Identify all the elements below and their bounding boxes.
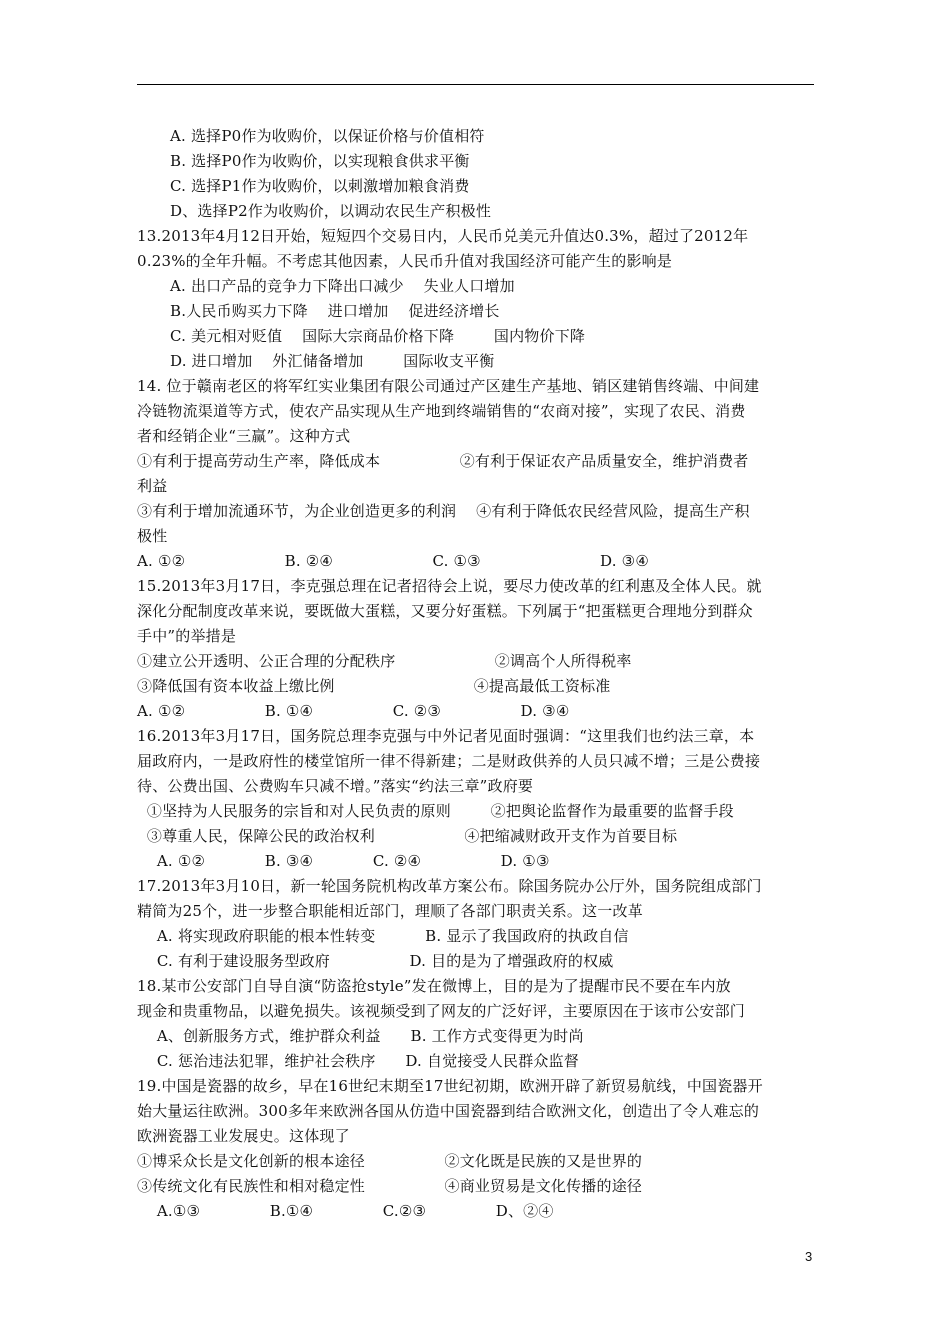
statement-line: ①建立公开透明、公正合理的分配秩序 ②调高个人所得税率 — [137, 652, 632, 670]
statement-line: ①有利于提高劳动生产率，降低成本 ②有利于保证农产品质量安全，维护消费者 — [137, 452, 749, 470]
question-14-stem: 者和经销企业“三赢”。这种方式 — [137, 427, 351, 445]
option-line: C. 选择P1作为收购价，以刺激增加粮食消费 — [170, 177, 470, 195]
question-13-stem: 13.2013年4月12日开始，短短四个交易日内，人民币兑美元升值达0.3%，超过了2012年 — [137, 227, 749, 245]
header-rule — [137, 84, 814, 85]
option-line: C. 有利于建设服务型政府 D. 目的是为了增强政府的权威 — [137, 952, 614, 970]
statement-line: ③降低国有资本收益上缴比例 ④提高最低工资标准 — [137, 677, 611, 695]
question-16-stem: 届政府内，一是政府性的楼堂馆所一律不得新建；二是财政供养的人员只减不增；三是公费接 — [137, 752, 761, 770]
question-19-stem: 欧洲瓷器工业发展史。这体现了 — [137, 1127, 350, 1145]
question-15-stem: 15.2013年3月17日，李克强总理在记者招待会上说，要尽力使改革的红利惠及全体人民。就 — [137, 577, 762, 595]
question-18-stem: 18.某市公安部门自导自演“防盗抢style”发在微博上，目的是为了提醒市民不要在车内放 — [137, 977, 731, 995]
answer-options: A.①③ B.①④ C.②③ D、②④ — [137, 1202, 554, 1220]
answer-options: A. ①② B. ①④ C. ②③ D. ③④ — [137, 702, 570, 720]
question-16-stem: 待、公费出国、公费购车只减不增。”落实“约法三章”政府要 — [137, 777, 534, 795]
question-14-stem: 冷链物流渠道等方式，使农产品实现从生产地到终端销售的“农商对接”，实现了农民、消费 — [137, 402, 746, 420]
statement-line: ③传统文化有民族性和相对稳定性 ④商业贸易是文化传播的途径 — [137, 1177, 643, 1195]
question-15-stem: 手中”的举措是 — [137, 627, 237, 645]
option-line: B.人民币购买力下降 进口增加 促进经济增长 — [170, 302, 500, 320]
question-17-stem: 17.2013年3月10日，新一轮国务院机构改革方案公布。除国务院办公厅外，国务院组成部门 — [137, 877, 762, 895]
question-19-stem: 始大量运往欧洲。300多年来欧洲各国从仿造中国瓷器到结合欧洲文化，创造出了令人难忘的 — [137, 1102, 760, 1120]
option-line: A. 选择P0作为收购价，以保证价格与价值相符 — [170, 127, 485, 145]
option-line: D. 进口增加 外汇储备增加 国际收支平衡 — [170, 352, 495, 370]
question-17-stem: 精简为25个，进一步整合职能相近部门，理顺了各部门职责关系。这一改革 — [137, 902, 643, 920]
option-line: D、选择P2作为收购价，以调动农民生产积极性 — [170, 202, 492, 220]
option-line: C. 美元相对贬值 国际大宗商品价格下降 国内物价下降 — [170, 327, 586, 345]
option-line: C. 惩治违法犯罪，维护社会秩序 D. 自觉接受人民群众监督 — [137, 1052, 579, 1070]
question-16-stem: 16.2013年3月17日，国务院总理李克强与中外记者见面时强调：“这里我们也约法三章，本 — [137, 727, 755, 745]
statement-line: 利益 — [137, 477, 168, 495]
question-19-stem: 19.中国是瓷器的故乡，早在16世纪末期至17世纪初期，欧洲开辟了新贸易航线，中国瓷器开 — [137, 1077, 763, 1095]
question-18-stem: 现金和贵重物品，以避免损失。该视频受到了网友的广泛好评，主要原因在于该市公安部门 — [137, 1002, 746, 1020]
option-line: A. 将实现政府职能的根本性转变 B. 显示了我国政府的执政自信 — [137, 927, 629, 945]
statement-line: ③有利于增加流通环节，为企业创造更多的利润 ④有利于降低农民经营风险，提高生产积 — [137, 502, 750, 520]
statement-line: ①博采众长是文化创新的根本途径 ②文化既是民族的又是世界的 — [137, 1152, 643, 1170]
statement-line: ①坚持为人民服务的宗旨和对人民负责的原则 ②把舆论监督作为最重要的监督手段 — [137, 802, 734, 820]
statement-line: ③尊重人民，保障公民的政治权利 ④把缩减财政开支作为首要目标 — [137, 827, 678, 845]
answer-options: A. ①② B. ②④ C. ①③ D. ③④ — [137, 552, 649, 570]
option-line: A、创新服务方式，维护群众利益 B. 工作方式变得更为时尚 — [137, 1027, 584, 1045]
answer-options: A. ①② B. ③④ C. ②④ D. ①③ — [137, 852, 550, 870]
question-15-stem: 深化分配制度改革来说，要既做大蛋糕，又要分好蛋糕。下列属于“把蛋糕更合理地分到群众 — [137, 602, 753, 620]
page-number: 3 — [805, 1249, 813, 1264]
statement-line: 极性 — [137, 527, 168, 545]
option-line: A. 出口产品的竞争力下降出口减少 失业人口增加 — [170, 277, 515, 295]
question-13-stem: 0.23%的全年升幅。不考虑其他因素，人民币升值对我国经济可能产生的影响是 — [137, 252, 673, 270]
option-line: B. 选择P0作为收购价，以实现粮食供求平衡 — [170, 152, 470, 170]
question-14-stem: 14. 位于赣南老区的将军红实业集团有限公司通过产区建生产基地、销区建销售终端、中间建 — [137, 377, 760, 395]
